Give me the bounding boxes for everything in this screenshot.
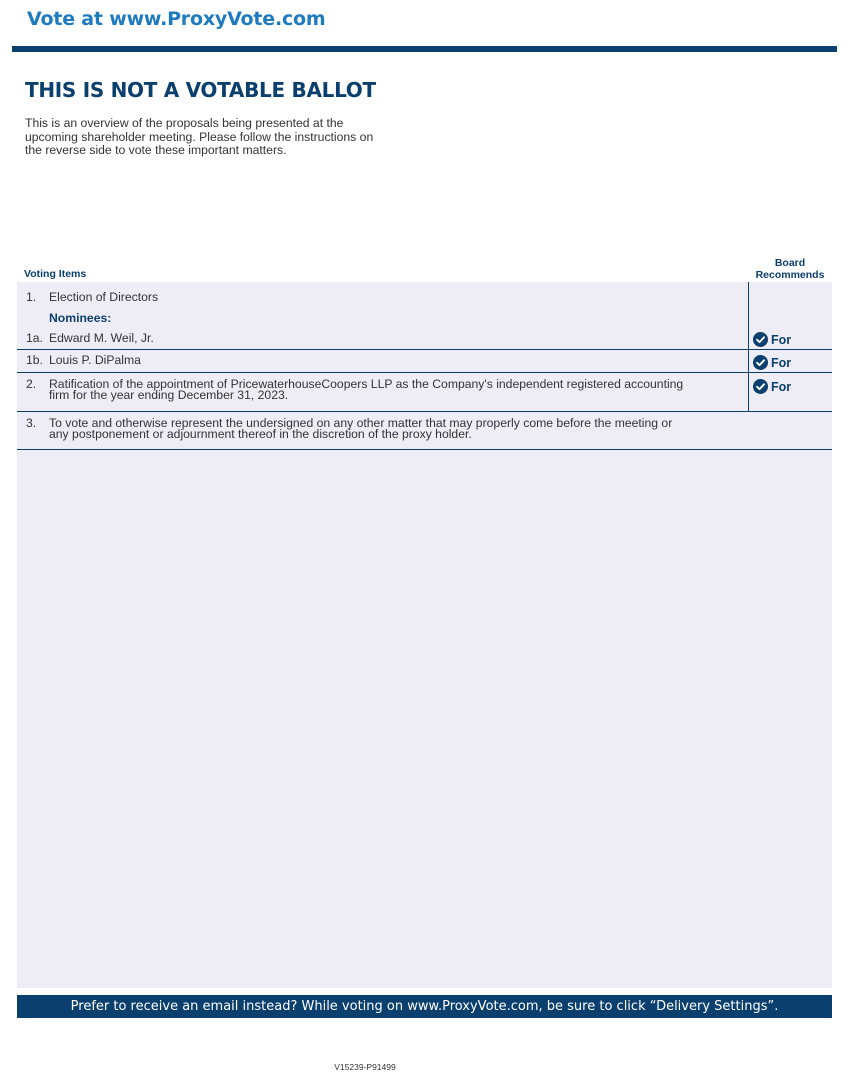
board-recommendation <box>753 355 791 370</box>
row-divider <box>17 349 832 350</box>
item-text <box>49 418 746 440</box>
email-delivery-notice: Prefer to receive an email instead? While voting on www.ProxyVote.com, be sure to click “Delivery Settings”. <box>17 995 832 1018</box>
board-recommendation <box>753 379 791 394</box>
nominee-name: Edward M. Weil, Jr. <box>49 331 154 345</box>
voting-items-header: Voting Items <box>24 268 87 280</box>
item-text-line: any postponement or adjournment thereof in the discretion of the proxy holder. <box>49 427 472 441</box>
item-text: Election of Directors <box>49 290 159 304</box>
check-circle-icon <box>753 379 768 394</box>
check-circle-icon <box>753 355 768 370</box>
intro-line: upcoming shareholder meeting. Please follow the instructions on <box>25 129 374 144</box>
recommendation-label: For <box>771 332 792 347</box>
board-recommends-header <box>748 257 832 281</box>
board-recommendation <box>753 332 791 347</box>
item-number: 1a. <box>26 331 43 345</box>
item-text-line: firm for the year ending December 31, 2023. <box>49 388 289 402</box>
row-divider <box>17 372 832 373</box>
document-code: V15239-P91499 <box>334 1062 396 1072</box>
item-number: 2. <box>26 377 37 391</box>
item-text-line: Ratification of the appointment of PricewaterhouseCoopers LLP as the Company's independent registered accounting <box>49 377 684 391</box>
proxyvote-link[interactable]: Vote at www.ProxyVote.com <box>27 8 326 30</box>
board-header-line: Board <box>774 257 806 269</box>
board-header-line: Recommends <box>755 269 825 281</box>
recommendation-column-divider <box>748 282 749 411</box>
row-divider <box>17 449 832 450</box>
intro-line: This is an overview of the proposals being presented at the <box>25 116 344 130</box>
intro-text <box>25 117 425 158</box>
intro-line: the reverse side to vote these important matters. <box>25 143 287 157</box>
ballot-title: THIS IS NOT A VOTABLE BALLOT <box>25 78 376 102</box>
nominees-label: Nominees: <box>49 311 112 325</box>
nominee-name: Louis P. DiPalma <box>49 353 141 367</box>
recommendation-label: For <box>771 355 792 370</box>
item-number: 3. <box>26 416 37 430</box>
header-rule <box>12 46 837 52</box>
recommendation-label: For <box>771 379 792 394</box>
row-divider <box>17 411 832 412</box>
item-number: 1. <box>26 290 37 304</box>
item-text <box>49 379 746 401</box>
item-number: 1b. <box>26 353 43 367</box>
item-text-line: To vote and otherwise represent the undersigned on any other matter that may properly come before the meeting or <box>49 416 673 430</box>
check-circle-icon <box>753 332 768 347</box>
